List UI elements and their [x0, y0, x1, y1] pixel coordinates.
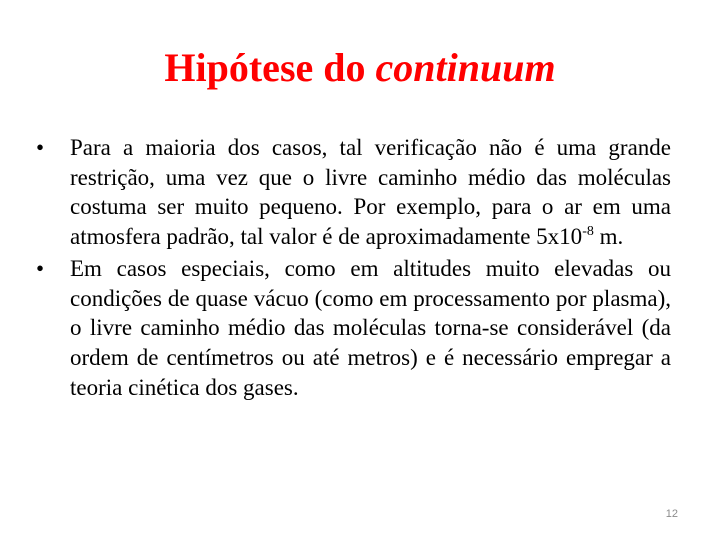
- slide-title: [0, 44, 720, 92]
- bullet-marker: •: [36, 255, 45, 281]
- slide-title-normal: Hipótese do: [164, 45, 376, 90]
- bullet-marker: •: [36, 135, 45, 160]
- bullet-exponent: -8: [582, 224, 594, 240]
- bullet-list: [36, 133, 671, 404]
- bullet-text: Para a maioria dos casos, tal verificação não é uma grande restrição, uma vez que o livre caminho médio das moléculas costuma ser muito pequeno. Por exemplo, para o ar em uma atmosfera padrão, tal valor é de aproximadamente 5x10: [70, 135, 671, 250]
- bullet-text: Em casos especiais, como em altitudes muito elevadas ou condições de quase vácuo (como em processamento por plasma), o livre caminho médio das moléculas torna-se considerável (da ordem de centímetros ou até metros) e é necessário empregar a teoria cinética dos gases.: [70, 255, 671, 400]
- bullet-text-unit: m.: [593, 224, 624, 250]
- bullet-item: [36, 254, 671, 403]
- slide-title-italic: continuum: [375, 45, 556, 90]
- page-number: 12: [665, 508, 678, 520]
- bullet-item: [36, 133, 671, 252]
